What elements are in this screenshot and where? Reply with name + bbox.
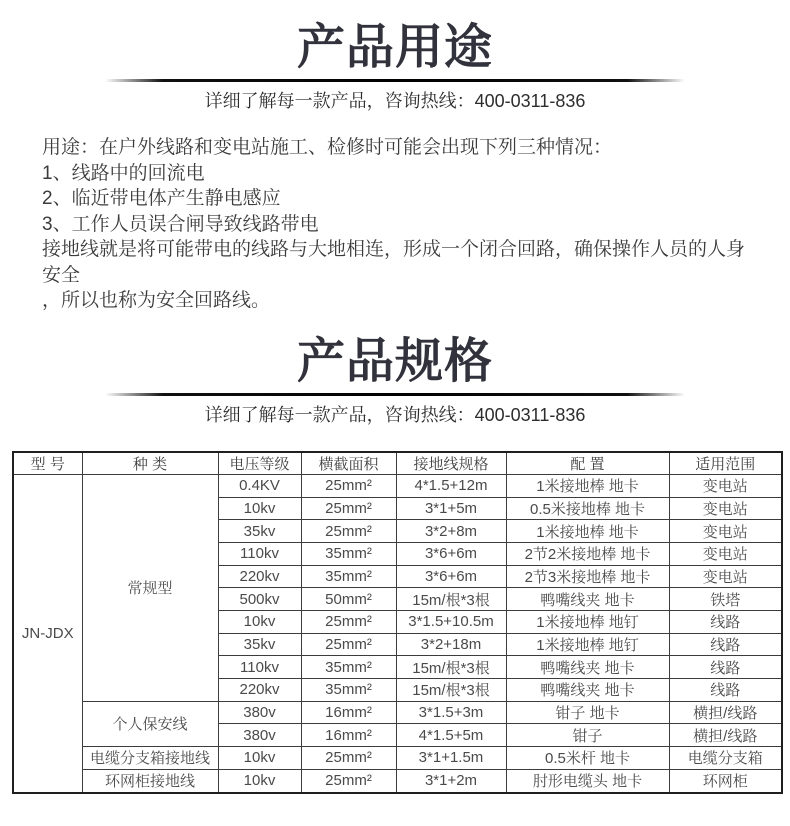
scope-cell: 线路	[669, 656, 782, 679]
config-cell: 0.5米接地棒 地卡	[506, 497, 669, 520]
cross-section-cell: 25mm²	[301, 611, 396, 634]
voltage-cell: 380v	[218, 724, 301, 747]
config-cell: 鸭嘴线夹 地卡	[506, 656, 669, 679]
product-page	[0, 21, 790, 794]
voltage-cell: 35kv	[218, 633, 301, 656]
voltage-cell: 500kv	[218, 588, 301, 611]
wire-spec-cell: 3*1.5+3m	[396, 701, 506, 724]
scope-cell: 环网柜	[669, 769, 782, 792]
config-cell: 0.5米杆 地卡	[506, 747, 669, 770]
voltage-cell: 0.4KV	[218, 475, 301, 498]
specs-hotline-text: 详细了解每一款产品，咨询热线：400-0311-836	[204, 404, 586, 425]
config-cell: 1米接地棒 地钉	[506, 633, 669, 656]
table-row	[13, 747, 782, 770]
usage-line-intro: 用途：在户外线路和变电站施工、检修时可能会出现下列三种情况：	[42, 137, 613, 158]
cross-section-cell: 25mm²	[301, 633, 396, 656]
scope-cell: 变电站	[669, 565, 782, 588]
col-header-model: 型 号	[13, 452, 82, 475]
cross-section-cell: 16mm²	[301, 701, 396, 724]
wire-spec-cell: 4*1.5+12m	[396, 475, 506, 498]
col-header-scope: 适用范围	[669, 452, 782, 475]
wire-spec-cell: 3*2+18m	[396, 633, 506, 656]
wire-spec-cell: 15m/根*3根	[396, 588, 506, 611]
cross-section-cell: 25mm²	[301, 497, 396, 520]
voltage-cell: 220kv	[218, 565, 301, 588]
col-header-voltage: 电压等级	[218, 452, 301, 475]
usage-paragraph	[42, 135, 750, 314]
config-cell: 1米接地棒 地钉	[506, 611, 669, 634]
wire-spec-cell: 4*1.5+5m	[396, 724, 506, 747]
wire-spec-cell: 3*6+6m	[396, 543, 506, 566]
scope-cell: 变电站	[669, 497, 782, 520]
config-cell: 鸭嘴线夹 地卡	[506, 588, 669, 611]
wire-spec-cell: 3*1+2m	[396, 769, 506, 792]
col-header-cross-section: 横截面积	[301, 452, 396, 475]
voltage-cell: 110kv	[218, 543, 301, 566]
wire-spec-cell: 3*1+5m	[396, 497, 506, 520]
scope-cell: 铁塔	[669, 588, 782, 611]
wire-spec-cell: 15m/根*3根	[396, 656, 506, 679]
category-cell-ring-cabinet: 环网柜接地线	[82, 769, 218, 792]
col-header-config: 配 置	[506, 452, 669, 475]
category-cell-personal: 个人保安线	[82, 701, 218, 746]
config-cell: 鸭嘴线夹 地卡	[506, 679, 669, 702]
spec-table-header-row	[13, 452, 782, 475]
cross-section-cell: 35mm²	[301, 543, 396, 566]
scope-cell: 横担/线路	[669, 701, 782, 724]
specs-section	[0, 334, 790, 794]
wire-spec-cell: 15m/根*3根	[396, 679, 506, 702]
table-row	[13, 475, 782, 498]
scope-cell: 横担/线路	[669, 724, 782, 747]
config-cell: 1米接地棒 地卡	[506, 520, 669, 543]
config-cell: 2节2米接地棒 地卡	[506, 543, 669, 566]
scope-cell: 线路	[669, 611, 782, 634]
cross-section-cell: 25mm²	[301, 520, 396, 543]
wire-spec-cell: 3*2+8m	[396, 520, 506, 543]
usage-line-item-2: 2、临近带电体产生静电感应	[42, 188, 281, 209]
usage-hotline-text: 详细了解每一款产品，咨询热线：400-0311-836	[204, 91, 586, 111]
wire-spec-cell: 3*1+1.5m	[396, 747, 506, 770]
cross-section-cell: 50mm²	[301, 588, 396, 611]
specs-title: 产品规格	[296, 334, 493, 388]
config-cell: 钳子 地卡	[506, 701, 669, 724]
config-cell: 钳子	[506, 724, 669, 747]
voltage-cell: 110kv	[218, 656, 301, 679]
wire-spec-cell: 3*6+6m	[396, 565, 506, 588]
scope-cell: 电缆分支箱	[669, 747, 782, 770]
scope-cell: 线路	[669, 679, 782, 702]
table-row	[13, 769, 782, 792]
voltage-cell: 10kv	[218, 747, 301, 770]
config-cell: 1米接地棒 地卡	[506, 475, 669, 498]
voltage-cell: 10kv	[218, 611, 301, 634]
col-header-category: 种 类	[82, 452, 218, 475]
col-header-wire-spec: 接地线规格	[396, 452, 506, 475]
usage-line-item-3: 3、工作人员误合闸导致线路带电	[42, 213, 319, 235]
voltage-cell: 380v	[218, 701, 301, 724]
category-cell-regular: 常规型	[82, 475, 218, 702]
cross-section-cell: 25mm²	[301, 769, 396, 792]
cross-section-cell: 25mm²	[301, 475, 396, 498]
usage-section	[0, 21, 790, 314]
voltage-cell: 220kv	[218, 679, 301, 702]
specs-title-divider	[105, 393, 685, 396]
wire-spec-cell: 3*1.5+10.5m	[396, 611, 506, 634]
cross-section-cell: 16mm²	[301, 724, 396, 747]
usage-title: 产品用途	[296, 21, 493, 74]
category-cell-cable-box: 电缆分支箱接地线	[82, 747, 218, 770]
scope-cell: 变电站	[669, 520, 782, 543]
voltage-cell: 10kv	[218, 769, 301, 792]
model-cell: JN-JDX	[13, 475, 82, 793]
cross-section-cell: 25mm²	[301, 747, 396, 770]
usage-line-summary: 接地线就是将可能带电的线路与大地相连，形成一个闭合回路，确保操作人员的人身安全	[42, 239, 746, 286]
table-row	[13, 701, 782, 724]
config-cell: 肘形电缆头 地卡	[506, 769, 669, 792]
cross-section-cell: 35mm²	[301, 565, 396, 588]
scope-cell: 变电站	[669, 543, 782, 566]
cross-section-cell: 35mm²	[301, 656, 396, 679]
scope-cell: 线路	[669, 633, 782, 656]
voltage-cell: 10kv	[218, 497, 301, 520]
scope-cell: 变电站	[669, 475, 782, 498]
cross-section-cell: 35mm²	[301, 679, 396, 702]
usage-title-divider	[105, 79, 685, 82]
spec-table	[12, 451, 783, 794]
usage-line-item-1: 1、线路中的回流电	[42, 162, 205, 184]
usage-line-summary-cont: ，所以也称为安全回路线。	[42, 290, 271, 311]
voltage-cell: 35kv	[218, 520, 301, 543]
config-cell: 2节3米接地棒 地卡	[506, 565, 669, 588]
